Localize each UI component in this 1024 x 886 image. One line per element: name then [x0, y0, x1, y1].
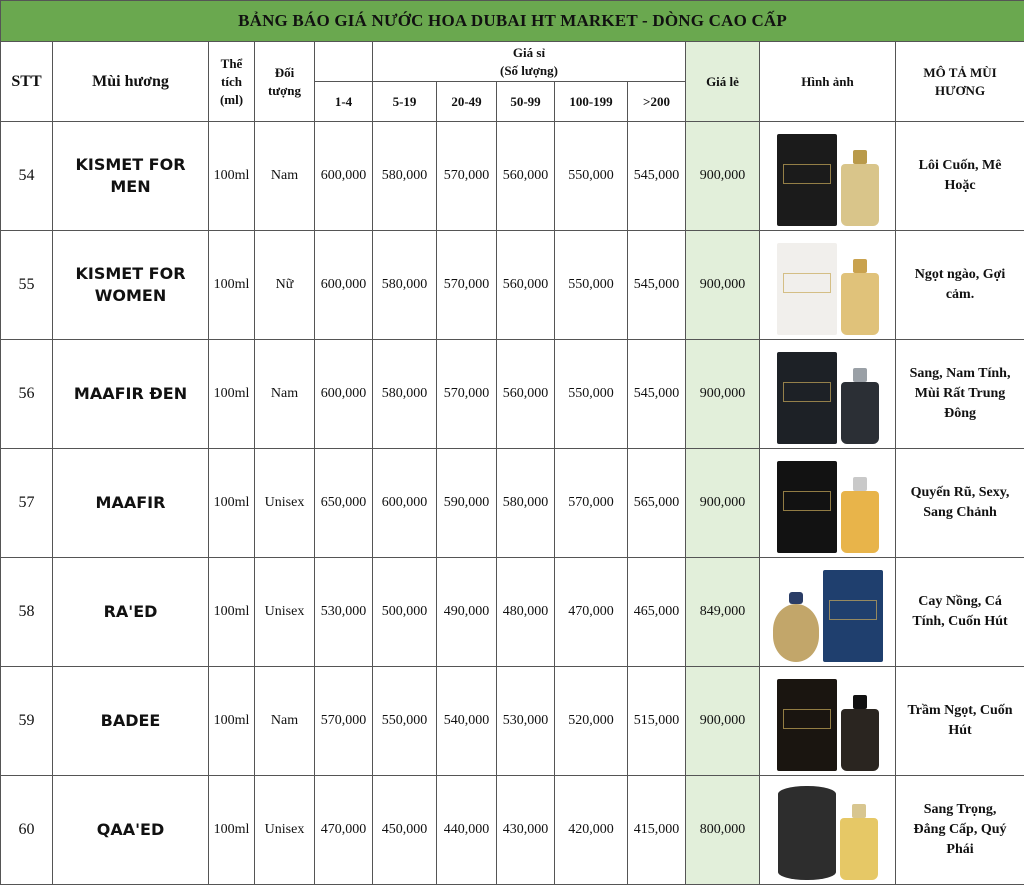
row-price-tier-2: 550,000 — [373, 667, 437, 776]
row-price-tier-3: 440,000 — [437, 776, 497, 885]
row-price-tier-5: 550,000 — [555, 340, 628, 449]
row-stt: 56 — [1, 340, 53, 449]
row-name — [53, 449, 209, 558]
row-name — [53, 667, 209, 776]
row-price-tier-3: 590,000 — [437, 449, 497, 558]
row-target: Unisex — [255, 558, 315, 667]
row-price-tier-5: 470,000 — [555, 558, 628, 667]
row-price-tier-6: 545,000 — [628, 340, 686, 449]
sheet-title: BẢNG BÁO GIÁ NƯỚC HOA DUBAI HT MARKET - DÒNG CAO CẤP — [1, 1, 1024, 42]
desc-line: Lôi Cuốn, Mê — [918, 158, 1002, 173]
perfume-box-icon — [777, 461, 837, 553]
row-retail-price: 900,000 — [686, 340, 760, 449]
row-price-tier-3: 570,000 — [437, 340, 497, 449]
row-target: Nam — [255, 340, 315, 449]
row-description — [896, 122, 1024, 231]
qaaed-gold-bottle-icon — [772, 780, 884, 880]
row-price-tier-6: 515,000 — [628, 667, 686, 776]
desc-line: Trầm Ngọt, Cuốn — [907, 703, 1013, 718]
table-row — [1, 122, 1024, 231]
row-target: Nam — [255, 122, 315, 231]
header-stt: STT — [1, 42, 53, 122]
row-volume: 100ml — [209, 231, 255, 340]
row-description — [896, 231, 1024, 340]
perfume-box-icon — [777, 352, 837, 444]
table-row — [1, 776, 1024, 885]
row-price-tier-4: 580,000 — [497, 449, 555, 558]
row-description — [896, 340, 1024, 449]
row-retail-price: 849,000 — [686, 558, 760, 667]
perfume-box-icon — [778, 786, 836, 880]
row-product-image — [760, 449, 896, 558]
row-price-tier-6: 545,000 — [628, 231, 686, 340]
row-retail-price: 900,000 — [686, 667, 760, 776]
row-volume: 100ml — [209, 340, 255, 449]
desc-line: Đông — [944, 406, 976, 421]
row-price-tier-1: 470,000 — [315, 776, 373, 885]
header-row-1 — [1, 42, 1024, 82]
perfume-box-icon — [777, 134, 837, 226]
row-volume: 100ml — [209, 122, 255, 231]
row-price-tier-6: 415,000 — [628, 776, 686, 885]
row-price-tier-5: 570,000 — [555, 449, 628, 558]
row-target: Nữ — [255, 231, 315, 340]
perfume-bottle-icon — [841, 164, 879, 226]
row-price-tier-6: 545,000 — [628, 122, 686, 231]
row-price-tier-6: 565,000 — [628, 449, 686, 558]
name-line: RA'ED — [103, 602, 158, 621]
kismet-men-bottle-icon — [772, 126, 884, 226]
perfume-bottle-icon — [841, 709, 879, 771]
perfume-bottle-icon — [841, 382, 879, 444]
title-row — [1, 1, 1024, 42]
perfume-box-icon — [777, 243, 837, 335]
row-price-tier-3: 570,000 — [437, 231, 497, 340]
perfume-bottle-icon — [841, 491, 879, 553]
row-stt: 59 — [1, 667, 53, 776]
maafir-black-bottle-icon — [772, 344, 884, 444]
desc-line: Tính, Cuốn Hút — [912, 614, 1008, 629]
desc-line: Hút — [948, 723, 972, 738]
maafir-gold-bottle-icon — [772, 453, 884, 553]
name-line: MEN — [110, 177, 151, 196]
table-row — [1, 667, 1024, 776]
row-stt: 55 — [1, 231, 53, 340]
row-product-image — [760, 122, 896, 231]
row-price-tier-5: 550,000 — [555, 231, 628, 340]
row-price-tier-4: 430,000 — [497, 776, 555, 885]
row-price-tier-6: 465,000 — [628, 558, 686, 667]
desc-line: Sang Chảnh — [923, 505, 997, 520]
desc-line: Quyến Rũ, Sexy, — [910, 485, 1010, 500]
row-description — [896, 776, 1024, 885]
row-retail-price: 800,000 — [686, 776, 760, 885]
row-price-tier-4: 530,000 — [497, 667, 555, 776]
name-line: MAAFIR ĐEN — [73, 384, 188, 403]
table-row — [1, 340, 1024, 449]
desc-line: Ngọt ngào, Gợi — [914, 267, 1006, 282]
row-price-tier-1: 570,000 — [315, 667, 373, 776]
header-description: MÔ TẢ MÙI HƯƠNG — [896, 42, 1024, 122]
tier-header: 1-4 — [315, 82, 373, 122]
raed-blue-bottle-icon — [772, 562, 884, 662]
perfume-bottle-icon — [841, 273, 879, 335]
row-price-tier-3: 540,000 — [437, 667, 497, 776]
row-name — [53, 558, 209, 667]
row-product-image — [760, 558, 896, 667]
perfume-box-icon — [823, 570, 883, 662]
tier-header: >200 — [628, 82, 686, 122]
perfume-box-icon — [777, 679, 837, 771]
row-price-tier-2: 450,000 — [373, 776, 437, 885]
row-price-tier-1: 600,000 — [315, 122, 373, 231]
row-volume: 100ml — [209, 558, 255, 667]
row-price-tier-5: 520,000 — [555, 667, 628, 776]
row-stt: 58 — [1, 558, 53, 667]
desc-line: Sang, Nam Tính, — [909, 366, 1011, 381]
row-price-tier-5: 550,000 — [555, 122, 628, 231]
row-target: Nam — [255, 667, 315, 776]
header-wholesale: Giá sỉ (Số lượng) — [373, 42, 686, 82]
row-retail-price: 900,000 — [686, 449, 760, 558]
tier-header: 50-99 — [497, 82, 555, 122]
row-price-tier-3: 490,000 — [437, 558, 497, 667]
table-row — [1, 449, 1024, 558]
name-line: KISMET FOR — [75, 264, 186, 283]
row-stt: 54 — [1, 122, 53, 231]
row-price-tier-1: 650,000 — [315, 449, 373, 558]
desc-line: Phái — [946, 842, 974, 857]
table-row — [1, 231, 1024, 340]
row-product-image — [760, 776, 896, 885]
table-body — [1, 122, 1024, 885]
row-price-tier-1: 600,000 — [315, 231, 373, 340]
row-price-tier-2: 580,000 — [373, 340, 437, 449]
desc-line: Cay Nồng, Cá — [918, 594, 1002, 609]
name-line: MAAFIR — [95, 493, 166, 512]
tier-header: 20-49 — [437, 82, 497, 122]
row-price-tier-2: 600,000 — [373, 449, 437, 558]
row-retail-price: 900,000 — [686, 231, 760, 340]
row-stt: 60 — [1, 776, 53, 885]
header-retail: Giá lẻ — [686, 42, 760, 122]
desc-line: Sang Trọng, — [923, 802, 997, 817]
row-price-tier-4: 560,000 — [497, 122, 555, 231]
row-name — [53, 231, 209, 340]
badee-black-gold-bottle-icon — [772, 671, 884, 771]
name-line: QAA'ED — [96, 820, 165, 839]
row-description — [896, 558, 1024, 667]
row-product-image — [760, 340, 896, 449]
row-target: Unisex — [255, 776, 315, 885]
header-image: Hình ảnh — [760, 42, 896, 122]
desc-line: cảm. — [945, 287, 975, 302]
table-row — [1, 558, 1024, 667]
desc-line: Hoặc — [944, 178, 976, 193]
row-product-image — [760, 231, 896, 340]
row-price-tier-4: 560,000 — [497, 231, 555, 340]
row-price-tier-2: 580,000 — [373, 122, 437, 231]
row-stt: 57 — [1, 449, 53, 558]
row-name — [53, 122, 209, 231]
perfume-bottle-icon — [840, 818, 878, 880]
row-price-tier-3: 570,000 — [437, 122, 497, 231]
row-name — [53, 776, 209, 885]
row-price-tier-1: 530,000 — [315, 558, 373, 667]
row-price-tier-2: 500,000 — [373, 558, 437, 667]
tier-header: 5-19 — [373, 82, 437, 122]
name-line: KISMET FOR — [75, 155, 186, 174]
row-price-tier-4: 480,000 — [497, 558, 555, 667]
row-volume: 100ml — [209, 776, 255, 885]
header-name: Mùi hương — [53, 42, 209, 122]
row-price-tier-2: 580,000 — [373, 231, 437, 340]
perfume-bottle-icon — [773, 604, 819, 662]
tier-header: 100-199 — [555, 82, 628, 122]
row-description — [896, 667, 1024, 776]
row-description — [896, 449, 1024, 558]
row-product-image — [760, 667, 896, 776]
header-volume: Thể tích (ml) — [209, 42, 255, 122]
header-blank — [315, 42, 373, 82]
row-price-tier-5: 420,000 — [555, 776, 628, 885]
row-target: Unisex — [255, 449, 315, 558]
desc-line: Mùi Rất Trung — [914, 386, 1006, 401]
name-line: WOMEN — [94, 286, 167, 305]
row-price-tier-4: 560,000 — [497, 340, 555, 449]
row-retail-price: 900,000 — [686, 122, 760, 231]
kismet-women-bottle-icon — [772, 235, 884, 335]
row-name — [53, 340, 209, 449]
name-line: BADEE — [100, 711, 161, 730]
row-volume: 100ml — [209, 449, 255, 558]
header-target: Đối tượng — [255, 42, 315, 122]
row-volume: 100ml — [209, 667, 255, 776]
desc-line: Đẳng Cấp, Quý — [913, 822, 1007, 837]
row-price-tier-1: 600,000 — [315, 340, 373, 449]
